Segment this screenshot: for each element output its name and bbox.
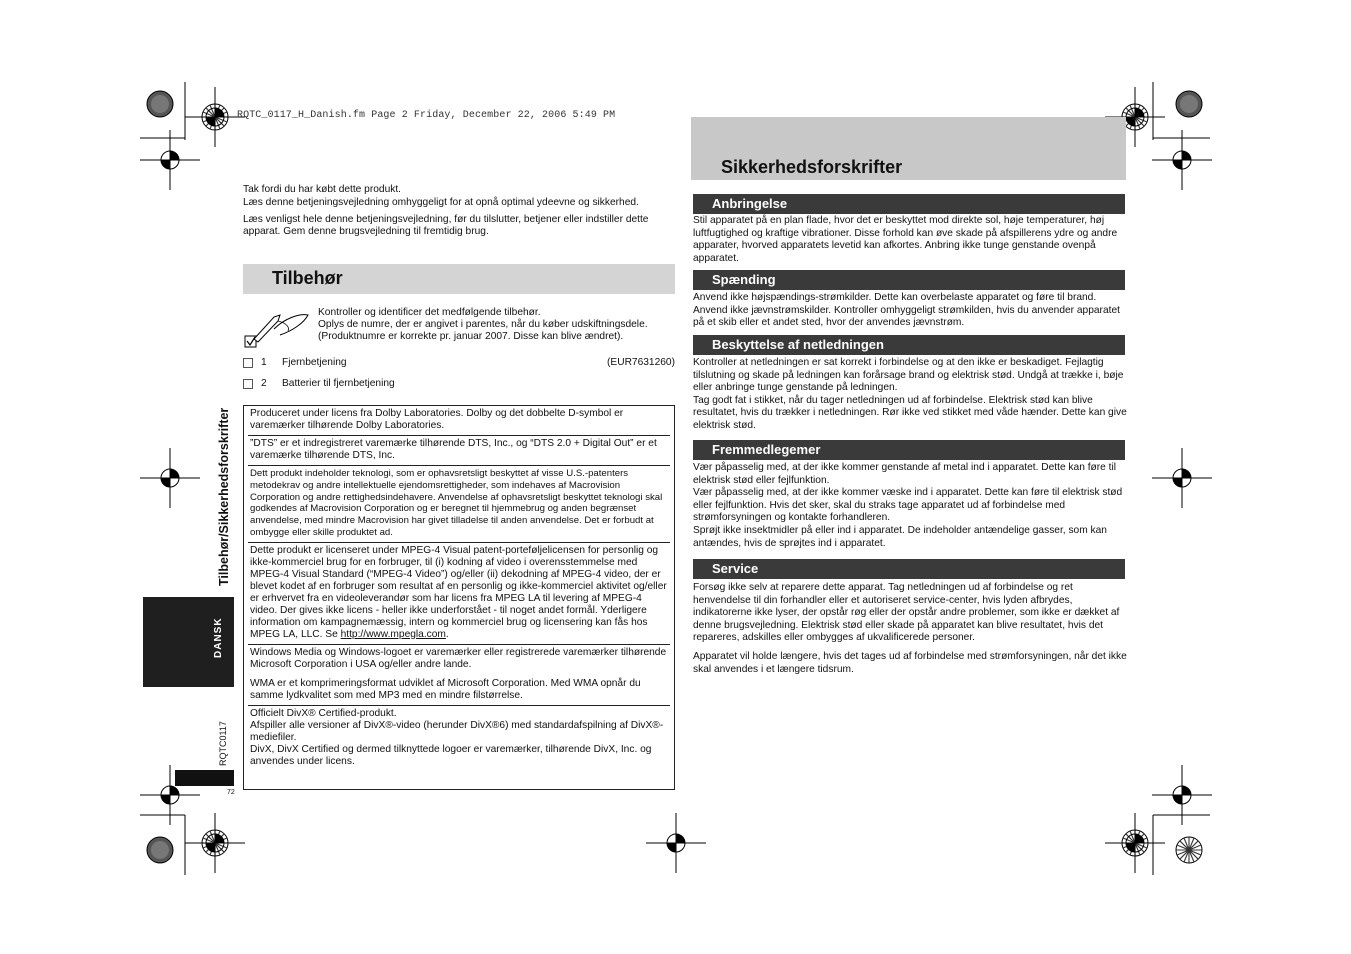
license-wma: [244, 674, 674, 705]
license-mpeg4: [248, 542, 670, 644]
checkbox-icon: [243, 379, 253, 389]
sidebar-section-label: Tilbehør/Sikkerhedsforskrifter: [217, 407, 231, 586]
section-heading-bar: [693, 559, 1125, 579]
license-text: ”DTS” er et indregistreret varemærke tilhørende DTS, Inc., og “DTS 2.0 + Digital Out” er et varemærke tilhørende DTS, Inc.: [250, 438, 657, 461]
page-tab: [175, 770, 234, 786]
section-heading-bar: [693, 440, 1125, 460]
accessories-title-bar: [243, 264, 675, 294]
accessory-qty: 1: [261, 357, 267, 368]
accessory-code: (EUR7631260): [607, 357, 675, 368]
section-text: [693, 357, 1127, 433]
accessory-item: [243, 378, 675, 391]
section-heading-bar: [693, 335, 1125, 355]
accessories-title: Tilbehør: [272, 268, 343, 288]
accessory-qty: 2: [261, 378, 267, 389]
safety-title: Sikkerhedsforskrifter: [721, 157, 903, 177]
intro-paragraph: Læs denne betjeningsvejledning omhyggeligt for at opnå optimal ydeevne og sikkerhed.: [243, 197, 639, 208]
license-divx: [248, 705, 670, 771]
section-heading: Service: [712, 561, 759, 576]
pen-check-icon: [244, 309, 312, 349]
intro-paragraph: Læs venligst hele denne betjeningsvejledning, før du tilslutter, betjener eller indstiller dette apparat. Gem denne brugsvejledning til fremtidig brug.: [243, 214, 649, 237]
accessory-item: [243, 357, 675, 370]
license-text: Produceret under licens fra Dolby Laboratories. Dolby og det dobbelte D-symbol er varemærker tilhørende Dolby Laboratories.: [250, 408, 624, 431]
section-paragraph: Vær påpasselig med, at der ikke kommer væske ind i apparatet. Dette kan føre til elektrisk stød eller fejlfunktion. Hvis det sker, skal du straks tage apparatet ud af forbindelse med strømforsyningen og kontakte forhandleren.: [693, 487, 1123, 524]
license-box: [243, 405, 675, 790]
license-text: Windows Media og Windows-logoet er varemærker eller registrerede varemærker tilhørende Microsoft Corporation i USA og/eller andre lande.: [250, 646, 667, 670]
page-number: 72: [227, 789, 235, 796]
checkbox-icon: [243, 358, 253, 368]
license-text: Afspiller alle versioner af DivX®-video (herunder DivX®6) med standardafspilning af DivX®-mediefiler.: [250, 719, 664, 743]
intro-text: [243, 184, 675, 243]
accessory-name: Fjernbetjening: [282, 357, 347, 368]
license-text: WMA er et komprimeringsformat udviklet af Microsoft Corporation. Med WMA opnår du samme lydkvalitet som med MP3 med en mindre filstørrelse.: [250, 677, 641, 701]
section-paragraph: Anvend ikke højspændings-strømkilder. Dette kan overbelaste apparatet og føre til brand. Anvend ikke jævnstrømskilder. Kontroller omhyggeligt strømkilden, hvis du anvender apparatet på et skib eller et andet sted, hvor der anvendes jævnstrøm.: [693, 292, 1120, 329]
license-text: Dette produkt er licenseret under MPEG-4 Visual patent-porteføljelicensen for personlig og ikke-kommerciel brug for en forbruger, til (i) kodning af video i overensstemmelse med MPEG-4 Visual Standard (“MPEG-4 Video”) og/eller (ii) dekodning af MPEG-4 video, der er blevet kodet af en forbruger som resultat af en personlig og ikke-kommerciel aktivitet og/eller er erhvervet fra en videoleverandør som har licens fra MPEG LA til levering af MPEG-4 video. Der gives ikke licens - heller ikke underforstået - til noget andet formål. Yderligere information om kampagnemæssig, intern og kommerciel brug og licensering kan fås hos MPEG LA, LLC. Se http://www.mpegla.com.: [250, 544, 667, 640]
license-windows-media: [248, 644, 670, 674]
mpegla-link[interactable]: http://www.mpegla.com: [340, 628, 446, 640]
closing-paragraph: Apparatet vil holde længere, hvis det tages ud af forbindelse med strømforsyningen, når det ikke skal anvendes i et længere tidsrum.: [693, 650, 1127, 675]
doc-code: RQTC0117: [218, 721, 228, 766]
section-paragraph: Stil apparatet på en plan flade, hvor det er beskyttet mod direkte sol, høje temperaturer, høj luftfugtighed og kraftige vibrationer. Disse forhold kan øve skade på afspillerens ydre og andre apparater, hvorved apparatets levetid kan afkortes. Anbring ikke tunge genstande ovenpå apparatet.: [693, 215, 1118, 264]
section-paragraph: Sprøjt ikke insektmidler på eller ind i apparatet. De indeholder antændelige gasser, som kan antændes, hvis de sprøjtes ind i apparatet.: [693, 524, 1107, 549]
license-dts: [248, 435, 670, 465]
section-text: [693, 292, 1127, 330]
instruction-line: Oplys de numre, der er angivet i parentes, når du køber udskiftningsdele.: [318, 319, 648, 330]
print-header: RQTC_0117_H_Danish.fm Page 2 Friday, December 22, 2006 5:49 PM: [237, 110, 616, 121]
intro-paragraph: Tak fordi du har købt dette produkt.: [243, 184, 401, 195]
accessory-name: Batterier til fjernbetjening: [282, 378, 395, 389]
accessories-instructions: [318, 307, 678, 343]
license-text-body: Dette produkt er licenseret under MPEG-4 Visual patent-porteføljelicensen for personlig og ikke-kommerciel brug for en forbruger, til (i) kodning af video i overensstemmelse med MPEG-4 Visual Standard (“MPEG-4 Video”) og/eller (ii) dekodning af MPEG-4 video, der er blevet kodet af en forbruger som resultat af en personlig og ikke-kommerciel aktivitet og/eller er erhvervet fra en videoleverandør som har licens fra MPEG LA til levering af MPEG-4 video. Der gives ikke licens - heller ikke underforstået - til noget andet formål. Yderligere information om kampagnemæssig, intern og kommerciel brug og licensering kan fås hos MPEG LA, LLC. Se: [250, 544, 667, 640]
section-text: [693, 582, 1127, 676]
section-heading: Fremmedlegemer: [712, 442, 821, 457]
instruction-line: Kontroller og identificer det medfølgende tilbehør.: [318, 307, 541, 318]
section-paragraph: Vær påpasselig med, at der ikke kommer genstande af metal ind i apparatet. Dette kan føre til elektrisk stød eller fejlfunktion.: [693, 462, 1116, 486]
language-label: DANSK: [213, 617, 224, 658]
section-paragraph: Kontroller at netledningen er sat korrekt i forbindelse og at den ikke er beskadiget. Fejlagtig tilslutning og skade på ledningen kan forårsage brand og elektrisk stød. Undgå at trække i, bøje eller anbringe tunge genstande på ledningen.: [693, 357, 1124, 394]
license-text: Officielt DivX® Certified-produkt.: [250, 707, 397, 719]
license-text: Dett produkt indeholder teknologi, som er ophavsretsligt beskyttet af visse U.S.-patenters metodekrav og andre intellektuelle ejendomsrettigheder, som indehaves af Macrovision Corporation og andre rettighedsindehavere. Anvendelse af ophavsretsligt beskyttet teknologi skal godkendes af Macrovision Corporation og er beregnet til hjemmebrug og anden begrænset anvendelse, med mindre Macrovision har givet tilladelse til anden anvendelse. Det er forbudt at ombygge eller skille produktet ad.: [250, 468, 663, 538]
license-dolby: [244, 406, 674, 435]
section-heading: Beskyttelse af netledningen: [712, 337, 884, 352]
section-paragraph: Tag godt fat i stikket, når du tager netledningen ud af forbindelse. Elektrisk stød kan blive resultatet, hvis du trækker i netledningen. Rør ikke ved stikket med våde hænder. Dette kan give elektrisk stød.: [693, 394, 1127, 431]
instruction-line: (Produktnumre er korrekte pr. januar 2007. Disse kan blive ændret).: [318, 331, 624, 342]
section-paragraph: Forsøg ikke selv at reparere dette apparat. Tag netledningen ud af forbindelse og ret henvendelse til din forhandler eller et autoriseret service-center, hvis lyden afbrydes, indikatorerne ikke lyser, der opstår røg eller der opstår andre problemer, som ikke er dækket af denne brugsvejledning. Elektrisk stød eller skade på apparatet kan blive resultatet, hvis det repareres, adskilles eller ombygges af ukvalificerede personer.: [693, 582, 1120, 644]
license-text: DivX, DivX Certified og dermed tilknyttede logoer er varemærker, tilhørende DivX, Inc. og anvendes under licens.: [250, 743, 652, 767]
section-text: [693, 215, 1127, 265]
section-heading: Anbringelse: [712, 196, 788, 211]
section-heading-bar: [693, 194, 1125, 214]
section-text: [693, 462, 1127, 550]
license-macrovision: [248, 465, 670, 542]
safety-title-bar: [691, 117, 1126, 180]
section-heading-bar: [693, 270, 1125, 290]
section-heading: Spænding: [712, 272, 776, 287]
